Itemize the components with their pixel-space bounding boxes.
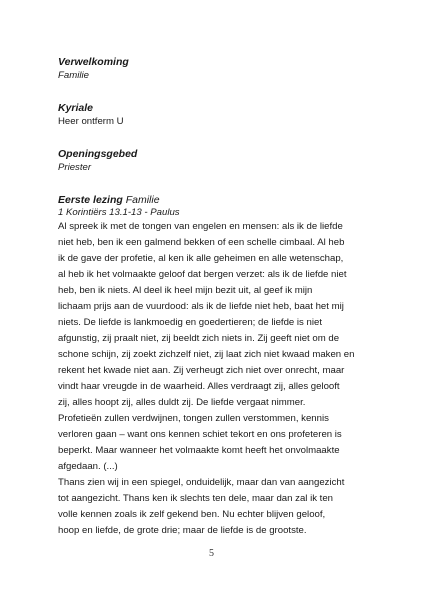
page-content <box>58 55 380 539</box>
reading-line: tot aangezicht. Thans ken ik slechts ten dele, maar dan zal ik ten <box>58 493 334 504</box>
reading-line: schone schijn, zij zoekt zichzelf niet, zij laat zich niet kwaad maken en <box>58 349 355 360</box>
reading-line: afgunstig, zij praalt niet, zij beeldt zich niets in. Zij geeft niet om de <box>58 333 340 344</box>
section-subtitle: Familie <box>58 70 89 81</box>
reading-reference: 1 Korintiërs 13.1-13 - Paulus <box>58 207 180 218</box>
section-openingsgebed <box>58 147 380 174</box>
section-subtitle: Priester <box>58 162 92 173</box>
reading-line: volle kennen zoals ik zelf gekend ben. Nu echter blijven geloof, <box>58 509 326 520</box>
reading-line: zij, alles hoopt zij, alles duldt zij. De liefde vergaat nimmer. <box>58 397 306 408</box>
reading-line: niets. De liefde is lankmoedig en goedertieren; de liefde is niet <box>58 317 322 328</box>
reading-line: niet heb, ben ik een galmend bekken of een schelle cimbaal. Al heb <box>58 237 345 248</box>
reading-line: heb, ben ik niets. Al deel ik heel mijn bezit uit, al geef ik mijn <box>58 285 313 296</box>
reading-line: lichaam prijs aan de vuurdood: als ik de liefde niet heb, baat het mij <box>58 301 344 312</box>
reading-heading <box>58 193 380 207</box>
reading-line: Profetieën zullen verdwijnen, tongen zullen verstommen, kennis <box>58 413 329 424</box>
reading-line: afgedaan. (...) <box>58 461 118 472</box>
section-heading: Openingsgebed <box>58 148 138 160</box>
reading-line: Thans zien wij in een spiegel, onduidelijk, maar dan van aangezicht <box>58 477 345 488</box>
reading-line: ik de gave der profetie, al ken ik alle geheimen en alle wetenschap, <box>58 253 344 264</box>
reading-line: verloren gaan – want ons kennen schiet tekort en ons profeteren is <box>58 429 342 440</box>
reading-line: Al spreek ik met de tongen van engelen en mensen: als ik de liefde <box>58 221 343 232</box>
section-heading: Verwelkoming <box>58 56 129 68</box>
reading-title: Eerste lezing <box>58 194 123 206</box>
section-text: Heer ontferm U <box>58 116 124 127</box>
reading-line: rekent het kwade niet aan. Zij verheugt zich niet over onrecht, maar <box>58 365 345 376</box>
page-number: 5 <box>209 548 214 559</box>
reading-reader: Familie <box>125 194 160 206</box>
section-kyriale <box>58 101 380 128</box>
reading-body <box>58 219 380 539</box>
section-eerste-lezing <box>58 193 380 539</box>
reading-line: hoop en liefde, de grote drie; maar de liefde is de grootste. <box>58 525 307 536</box>
reading-line: beperkt. Maar wanneer het volmaakte komt heeft het onvolmaakte <box>58 445 340 456</box>
reading-line: vindt haar vreugde in de waarheid. Alles verdraagt zij, alles gelooft <box>58 381 340 392</box>
section-heading: Kyriale <box>58 102 94 114</box>
section-verwelkoming <box>58 55 380 82</box>
reading-line: al heb ik het volmaakte geloof dat bergen verzet: als ik de liefde niet <box>58 269 347 280</box>
